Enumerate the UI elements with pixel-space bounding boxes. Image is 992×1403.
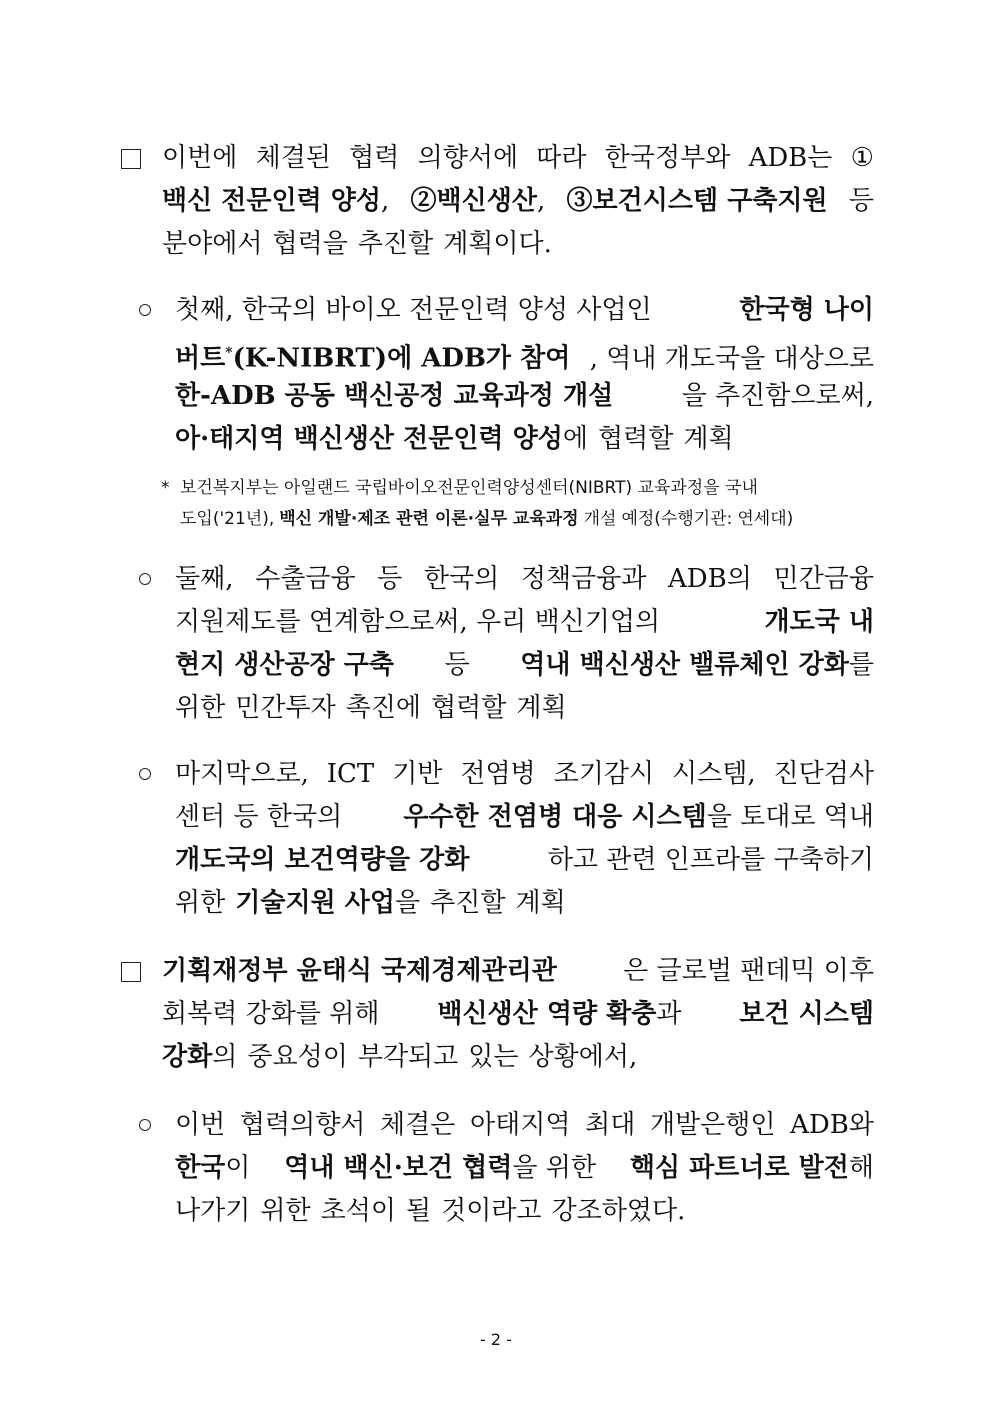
bullet-4-line-1: 이번 협력의향서 체결은 아태지역 최대 개발은행인 ADB와 <box>175 1110 874 1140</box>
bullet-3-line-1: 마지막으로, ICT 기반 전염병 조기감시 시스템, 진단검사 <box>175 759 874 789</box>
footnote-line-2: 도입('21년), 백신 개발·제조 관련 이론·실무 교육과정 개설 예정(수행기관: 연세대) <box>180 509 794 529</box>
bullet-2-line-4: 위한 민간투자 촉진에 협력할 계획 <box>175 693 567 723</box>
bullet-3-line-3: 개도국의 보건역량을 강화 하고 관련 인프라를 구축하기 <box>175 845 874 875</box>
bullet-3-line-4: 위한 기술지원 사업을 추진할 계획 <box>175 888 566 918</box>
bullet-1-line-1: 첫째, 한국의 바이오 전문인력 양성 사업인 한국형 나이 <box>175 295 874 325</box>
bullet-3-line-2: 센터 등 한국의 우수한 전염병 대응 시스템을 토대로 역내 <box>175 802 874 832</box>
paragraph-1-line-1: 이번에 체결된 협력 의향서에 따라 한국정부와 ADB는 ① <box>162 143 874 173</box>
footnote-star: * <box>161 478 170 498</box>
paragraph-1-line-2: 백신 전문인력 양성, ②백신생산, ③보건시스템 구축지원 등 <box>162 186 874 216</box>
bullet-1-line-3: 한-ADB 공동 백신공정 교육과정 개설 을 추진함으로써, <box>175 381 874 411</box>
bullet-4-line-2: 한국이 역내 백신·보건 협력을 위한 핵심 파트너로 발전해 <box>175 1153 874 1183</box>
bullet-1-line-4: 아·태지역 백신생산 전문인력 양성에 협력할 계획 <box>175 424 734 454</box>
paragraph-1-line-3: 분야에서 협력을 추진할 계획이다. <box>162 229 552 259</box>
footnote-line-1: 보건복지부는 아일랜드 국립바이오전문인력양성센터(NIBRT) 교육과정을 국내 <box>180 478 758 498</box>
paragraph-2-line-3: 강화의 중요성이 부각되고 있는 상황에서, <box>162 1042 638 1072</box>
paragraph-2-line-1: 기획재정부 윤태식 국제경제관리관 은 글로벌 팬데믹 이후 <box>162 956 874 986</box>
square-bullet-icon <box>121 962 141 982</box>
circle-bullet-icon <box>139 573 151 585</box>
bullet-2-line-3: 현지 생산공장 구축 등 역내 백신생산 밸류체인 강화를 <box>175 650 874 680</box>
bullet-2-line-1: 둘째, 수출금융 등 한국의 정책금융과 ADB의 민간금융 <box>175 564 874 594</box>
paragraph-2-line-2: 회복력 강화를 위해 백신생산 역량 확충과 보건 시스템 <box>162 999 874 1029</box>
square-bullet-icon <box>121 149 141 169</box>
bullet-4-line-3: 나가기 위한 초석이 될 것이라고 강조하였다. <box>175 1196 686 1226</box>
circle-bullet-icon <box>139 1119 151 1131</box>
bullet-1-line-2: 버트*(K-NIBRT)에 ADB가 참여 , 역내 개도국을 대상으로 <box>175 343 874 374</box>
bullet-2-line-2: 지원제도를 연계함으로써, 우리 백신기업의 개도국 내 <box>175 607 874 637</box>
circle-bullet-icon <box>139 304 151 316</box>
page-number: - 2 - <box>480 1330 512 1349</box>
circle-bullet-icon <box>139 768 151 780</box>
